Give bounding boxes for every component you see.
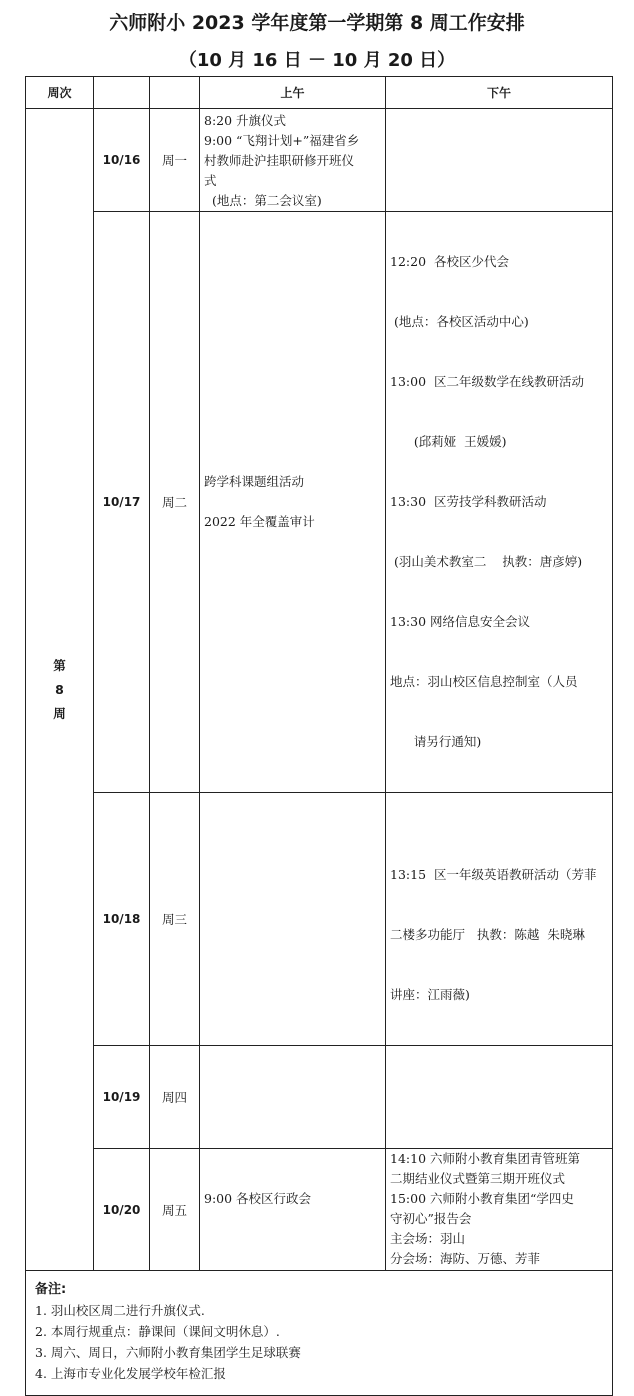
pm-cell: 14:10 六师附小教育集团青管班第 二期结业仪式暨第三期开班仪式 15:00 六师附小教育集团“学四史 守初心”报告会 主会场：羽山 分会场：海防、万德、芳菲 bbox=[386, 1149, 613, 1271]
table-row bbox=[26, 109, 613, 212]
header-am: 上午 bbox=[200, 77, 386, 109]
table-row bbox=[26, 1149, 613, 1271]
date-cell: 10/20 bbox=[94, 1149, 150, 1271]
pm-cell bbox=[386, 1046, 613, 1149]
weekday-cell: 周五 bbox=[150, 1149, 200, 1271]
page-title: 六师附小 2023 学年度第一学期第 8 周工作安排 bbox=[109, 12, 525, 34]
week-label: 第 8 周 bbox=[26, 109, 94, 1271]
date-cell: 10/17 bbox=[94, 212, 150, 793]
notes-row bbox=[26, 1271, 613, 1396]
table-row bbox=[26, 212, 613, 793]
weekday-cell: 周四 bbox=[150, 1046, 200, 1149]
weekday-cell: 周一 bbox=[150, 109, 200, 212]
date-range: （10 月 16 日 － 10 月 20 日） bbox=[178, 50, 456, 71]
pm-cell bbox=[386, 109, 613, 212]
notes-cell bbox=[26, 1271, 613, 1396]
weekday-cell: 周二 bbox=[150, 212, 200, 793]
am-cell: 9:00 各校区行政会 bbox=[200, 1149, 386, 1271]
schedule-table bbox=[25, 76, 613, 1396]
date-cell: 10/16 bbox=[94, 109, 150, 212]
am-cell: 跨学科课题组活动 2022 年全覆盖审计 bbox=[200, 212, 386, 793]
list-item: 3. 周六、周日，六师附小教育集团学生足球联赛 bbox=[35, 1345, 301, 1360]
notes-title: 备注: bbox=[35, 1282, 67, 1297]
list-item: 4. 上海市专业化发展学校年检汇报 bbox=[35, 1366, 226, 1381]
date-cell: 10/18 bbox=[94, 793, 150, 1046]
table-row bbox=[26, 1046, 613, 1149]
header-row bbox=[26, 77, 613, 109]
list-item: 1. 羽山校区周二进行升旗仪式. bbox=[35, 1303, 205, 1318]
weekday-cell: 周三 bbox=[150, 793, 200, 1046]
pm-cell: 13:15 区一年级英语教研活动（芳菲 二楼多功能厅 执教：陈越 朱晓琳 讲座：江雨薇) bbox=[386, 793, 613, 1046]
date-cell: 10/19 bbox=[94, 1046, 150, 1149]
pm-cell: 12:20 各校区少代会 (地点：各校区活动中心) 13:00 区二年级数学在线教研活动 (邱莉娅 王媛媛) 13:30 区劳技学科教研活动 (羽山美术教室二 执教：唐彦婷) 13:30 网络信息安全会议 地点：羽山校区信息控制室（人员 请另行通知) bbox=[386, 212, 613, 793]
am-cell bbox=[200, 793, 386, 1046]
header-pm: 下午 bbox=[386, 77, 613, 109]
header-week: 周次 bbox=[26, 77, 94, 109]
am-cell: 8:20 升旗仪式 9:00 “飞翔计划+”福建省乡 村教师赴沪挂职研修开班仪 式 (地点：第二会议室) bbox=[200, 109, 386, 212]
table-row bbox=[26, 793, 613, 1046]
am-cell bbox=[200, 1046, 386, 1149]
list-item: 2. 本周行规重点：静课间（课间文明休息）. bbox=[35, 1324, 280, 1339]
